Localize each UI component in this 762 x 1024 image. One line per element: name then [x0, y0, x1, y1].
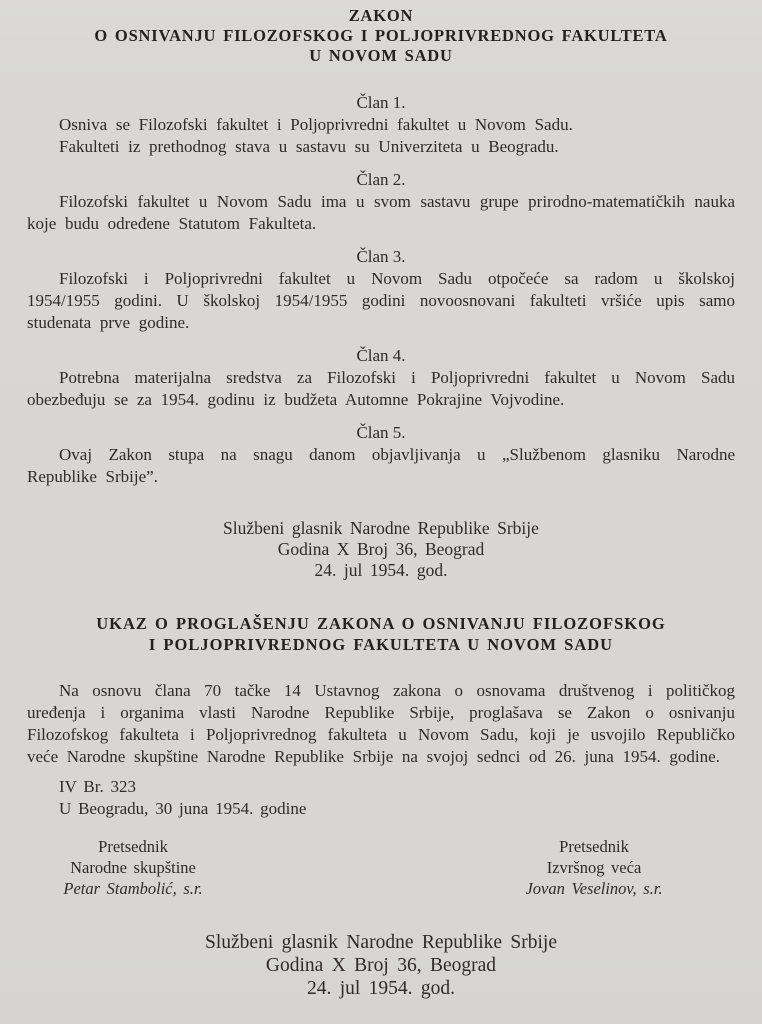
law-title — [27, 6, 735, 66]
law-title-line-1: ZAKON — [348, 6, 414, 25]
gazette-mid-line-1: Službeni glasnik Narodne Republike Srbije — [223, 518, 539, 538]
decree-title-line-1: UKAZ O PROGLAŠENJU ZAKONA O OSNIVANJU FILOZOFSKOG — [96, 614, 666, 633]
gazette-imprint-bottom — [27, 931, 735, 1000]
article-5-paragraph-1: Ovaj Zakon stupa na snagu danom objavljivanja u „Službenom glasniku Narodne Republike Srbije”. — [27, 445, 735, 486]
decree-title-line-2: I POLJOPRIVREDNOG FAKULTETA U NOVOM SADU — [148, 635, 614, 654]
article-1-paragraph-1: Osniva se Filozofski fakultet i Poljoprivredni fakultet u Novom Sadu. — [59, 115, 573, 134]
law-title-line-2: O OSNIVANJU FILOZOFSKOG I POLJOPRIVREDNOG FAKULTETA — [94, 26, 668, 45]
gazette-bottom-line-2: Godina X Broj 36, Beograd — [265, 955, 497, 976]
decree-title — [27, 613, 735, 655]
signature-block-left — [27, 836, 239, 899]
gazette-mid-line-2: Godina X Broj 36, Beograd — [277, 539, 485, 559]
article-1-heading: Član 1. — [356, 93, 406, 112]
article-1 — [27, 92, 735, 158]
signature-right-org: Izvršnog veća — [546, 858, 642, 877]
article-4-paragraph-1: Potrebna materijalna sredstva za Filozofski i Poljoprivredni fakultet u Novom Sadu obezbeđuju se za 1954. godinu iz budžeta Automne Pokrajine Vojvodine. — [27, 368, 735, 409]
law-title-line-3: U NOVOM SADU — [309, 46, 453, 65]
signature-block-right — [488, 836, 700, 899]
article-2 — [27, 169, 735, 235]
article-3 — [27, 246, 735, 334]
article-1-paragraph-2: Fakulteti iz prethodnog stava u sastavu su Univerziteta u Beogradu. — [59, 137, 559, 156]
article-5 — [27, 422, 735, 488]
decree-reference-number: IV Br. 323 — [59, 777, 137, 796]
signature-row — [27, 836, 735, 899]
article-3-paragraph-1: Filozofski i Poljoprivredni fakultet u Novom Sadu otpočeće sa radom u školskoj 1954/1955 godini. U školskoj 1954/1955 godini novoosnovani fakulteti vršiće upis samo studenata prve godine. — [27, 269, 735, 332]
signature-right-name: Jovan Veselinov, s.r. — [525, 879, 663, 898]
signature-left-title: Pretsednik — [98, 837, 168, 856]
gazette-bottom-line-3: 24. jul 1954. god. — [306, 978, 456, 999]
article-5-heading: Član 5. — [356, 423, 406, 442]
article-3-heading: Član 3. — [356, 247, 406, 266]
article-4 — [27, 345, 735, 411]
signature-left-name: Petar Stambolić, s.r. — [63, 879, 203, 898]
gazette-mid-line-3: 24. jul 1954. god. — [314, 560, 448, 580]
signature-left-org: Narodne skupštine — [70, 858, 196, 877]
article-2-paragraph-1: Filozofski fakultet u Novom Sadu ima u svom sastavu grupe prirodno-matematičkih nauka koje budu određene Statutom Fakulteta. — [27, 192, 735, 233]
decree-body-paragraph: Na osnovu člana 70 tačke 14 Ustavnog zakona o osnovama društvenog i političkog uređenja i organima vlasti Narodne Republike Srbije, proglašava se Zakon o osnivanju Filozofskog fakulteta i Poljoprivrednog fakulteta u Novom Sadu, koji je usvojilo Republičko veće Narodne skupštine Narodne Republike Srbije na svojoj sednci od 26. juna 1954. godine. — [27, 681, 735, 766]
article-4-heading: Član 4. — [356, 346, 406, 365]
article-2-heading: Član 2. — [356, 170, 406, 189]
gazette-bottom-line-1: Službeni glasnik Narodne Republike Srbije — [205, 932, 557, 953]
decree-place-date: U Beogradu, 30 juna 1954. godine — [59, 799, 307, 818]
gazette-imprint-mid — [27, 518, 735, 581]
signature-right-title: Pretsednik — [559, 837, 629, 856]
